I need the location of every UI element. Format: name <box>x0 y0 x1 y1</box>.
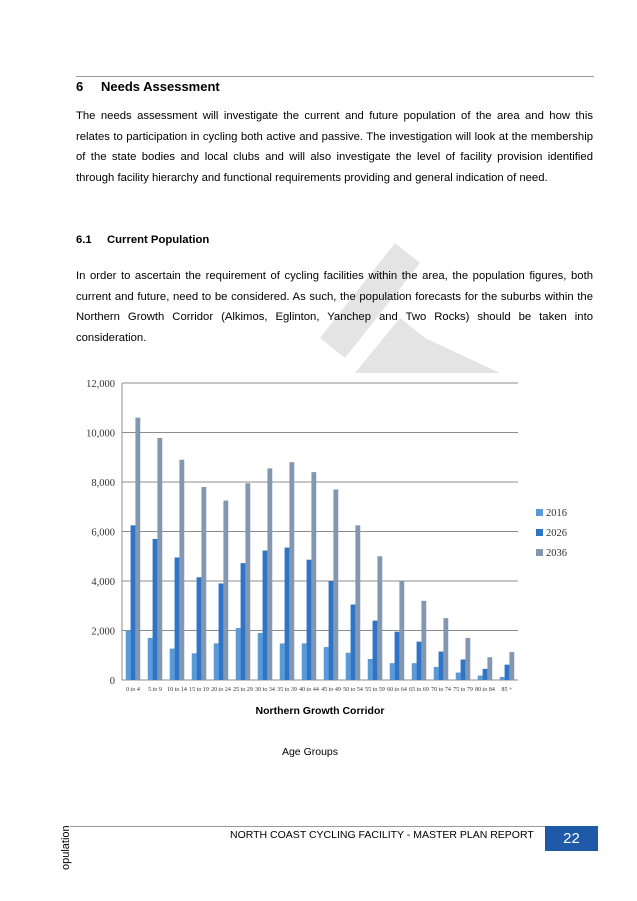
bar-2026 <box>417 642 422 680</box>
x-tick-label: 15 to 19 <box>189 687 209 693</box>
bar-2026 <box>329 581 334 680</box>
bar-2016 <box>478 676 483 680</box>
x-tick-label: 10 to 14 <box>167 687 187 693</box>
paragraph-current-population: In order to ascertain the requirement of cycling facilities within the area, the population figures, both current and future, need to be considered. As such, the population forecasts for the suburbs within the Northern Growth Corridor (Alkimos, Eglinton, Yanchep and Two Rocks) should be taken into consideration. <box>76 270 593 344</box>
chart-bars <box>126 418 515 680</box>
chart-y-tick-labels <box>86 379 115 687</box>
y-tick-label: 12,000 <box>86 379 115 390</box>
x-tick-label: 30 to 34 <box>255 687 275 693</box>
section-number: 6 <box>76 79 84 94</box>
x-tick-label: 50 to 54 <box>343 687 363 693</box>
y-tick-label: 4,000 <box>91 577 115 588</box>
page-number: 22 <box>545 826 598 851</box>
x-tick-label: 0 to 4 <box>126 687 140 693</box>
bar-2016 <box>456 673 461 680</box>
bar-2026 <box>351 605 356 680</box>
x-tick-label: 60 to 64 <box>387 687 407 693</box>
bar-2026 <box>197 577 202 680</box>
x-tick-label: 70 to 74 <box>431 687 451 693</box>
chart-legend <box>536 508 567 559</box>
y-tick-label: 10,000 <box>86 428 115 440</box>
section-title: Needs Assessment <box>101 79 220 94</box>
legend-label: 2016 <box>546 508 567 519</box>
bar-2016 <box>368 659 373 680</box>
bar-2026 <box>307 560 312 680</box>
bar-2016 <box>324 647 329 680</box>
y-tick-label: 6,000 <box>91 527 115 539</box>
bar-2036 <box>355 525 360 680</box>
bar-2016 <box>280 643 285 680</box>
bar-2016 <box>434 667 439 680</box>
bar-2016 <box>346 653 351 680</box>
bar-2026 <box>395 632 400 680</box>
bar-2036 <box>135 418 140 680</box>
bar-2026 <box>241 563 246 680</box>
chart-x-tick-labels <box>126 687 513 693</box>
y-tick-label: 8,000 <box>91 478 115 489</box>
x-tick-label: 40 to 44 <box>299 687 319 693</box>
top-rule <box>76 76 594 77</box>
y-tick-label: 2,000 <box>91 626 115 638</box>
bar-2036 <box>179 460 184 680</box>
bar-2016 <box>126 631 131 681</box>
subsection-title: Current Population <box>107 234 210 246</box>
bar-2026 <box>219 583 224 680</box>
bar-2036 <box>333 489 338 680</box>
bar-2016 <box>170 649 175 680</box>
bar-2036 <box>465 638 470 680</box>
legend-swatch <box>536 529 543 536</box>
bar-2026 <box>505 665 510 680</box>
legend-label: 2036 <box>546 548 567 559</box>
bar-2016 <box>236 628 241 680</box>
bar-2026 <box>373 621 378 680</box>
bar-2016 <box>412 663 417 680</box>
bar-2036 <box>311 472 316 680</box>
section-heading <box>76 79 220 94</box>
x-tick-label: 20 to 24 <box>211 687 231 693</box>
bar-2036 <box>443 618 448 680</box>
bar-2036 <box>157 438 162 680</box>
subsection-heading <box>76 234 209 246</box>
bar-2036 <box>509 652 514 680</box>
x-tick-label: 5 to 9 <box>148 687 162 693</box>
bar-2026 <box>263 551 268 680</box>
bar-2026 <box>175 557 180 680</box>
bar-2016 <box>214 643 219 680</box>
legend-swatch <box>536 509 543 516</box>
x-tick-label: 65 to 69 <box>409 687 429 693</box>
bar-2036 <box>245 483 250 680</box>
bar-2036 <box>487 657 492 680</box>
bar-2026 <box>153 539 158 680</box>
population-chart <box>70 370 570 700</box>
side-margin-text: opulation <box>60 825 72 870</box>
bar-2036 <box>201 487 206 680</box>
x-axis-caption: Age Groups <box>281 746 339 758</box>
bar-2026 <box>285 548 290 680</box>
bar-2036 <box>421 601 426 680</box>
legend-label: 2026 <box>546 528 567 539</box>
x-tick-label: 80 to 84 <box>475 687 495 693</box>
y-tick-label: 0 <box>109 676 115 687</box>
bar-2026 <box>439 652 444 680</box>
subsection-number: 6.1 <box>76 234 92 246</box>
bar-2016 <box>302 643 307 680</box>
x-tick-label: 35 to 39 <box>277 687 297 693</box>
chart-title: Northern Growth Corridor <box>255 705 385 717</box>
bar-2016 <box>500 677 505 680</box>
x-tick-label: 25 to 29 <box>233 687 253 693</box>
x-tick-label: 55 to 59 <box>365 687 385 693</box>
bar-2016 <box>148 638 153 680</box>
bar-2026 <box>461 659 466 680</box>
bar-2036 <box>399 581 404 680</box>
bar-2036 <box>223 501 228 680</box>
bar-2026 <box>131 525 136 680</box>
footer-rule <box>70 826 597 827</box>
footer-report-title: NORTH COAST CYCLING FACILITY - MASTER PLAN REPORT <box>230 829 534 841</box>
bar-2016 <box>390 663 395 680</box>
bar-2026 <box>483 669 488 680</box>
bar-2016 <box>192 653 197 680</box>
paragraph-needs-assessment: The needs assessment will investigate the current and future population of the area and how this relates to participation in cycling both active and passive. The investigation will look at the membership of the state bodies and local clubs and will also investigate the level of facility provision identified through facility hierarchy and functional requirements providing and general indication of need. <box>76 110 593 184</box>
bar-2036 <box>289 462 294 680</box>
legend-swatch <box>536 549 543 556</box>
x-tick-label: 75 to 79 <box>453 687 473 693</box>
x-tick-label: 85 + <box>501 687 513 693</box>
bar-2036 <box>267 468 272 680</box>
x-tick-label: 45 to 49 <box>321 687 341 693</box>
bar-2036 <box>377 556 382 680</box>
bar-2016 <box>258 633 263 680</box>
